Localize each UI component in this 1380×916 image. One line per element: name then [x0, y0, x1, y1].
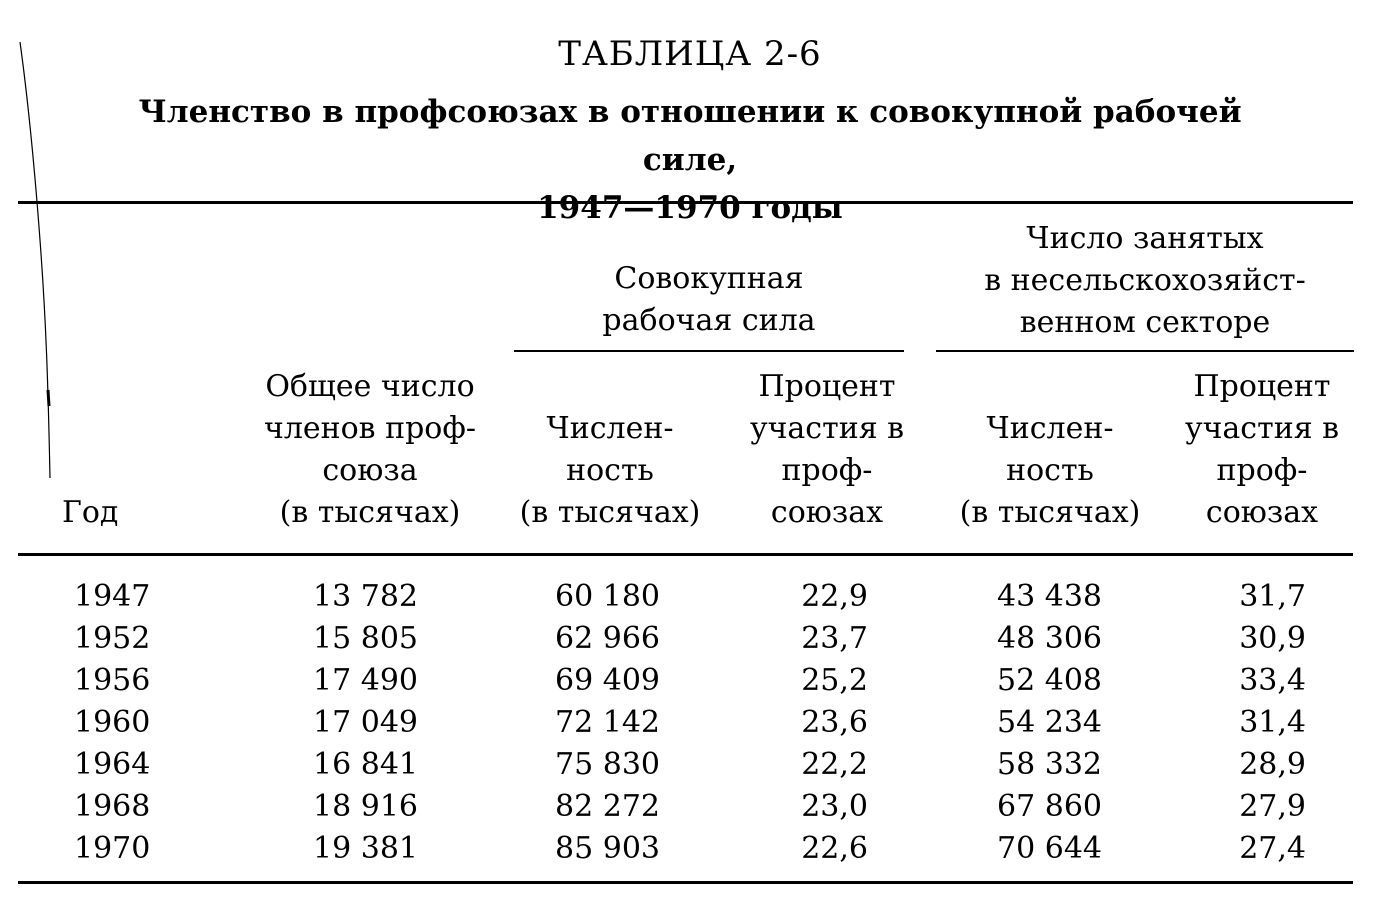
- cell-nonfarm-size: 54 234: [997, 705, 1102, 740]
- cell-labor-size: 75 830: [555, 747, 660, 782]
- cell-labor-pct: 23,0: [801, 789, 868, 824]
- header-line: в несельскохозяйст-: [984, 263, 1306, 298]
- cell-labor-size: 72 142: [555, 705, 660, 740]
- header-line: (в тысячах): [959, 495, 1141, 530]
- page-edge-line: [18, 40, 52, 480]
- header-nonfarm-pct: [1166, 366, 1358, 534]
- header-year: Год: [62, 495, 119, 530]
- header-line: членов проф-: [263, 411, 476, 446]
- cell-nonfarm-pct: 33,4: [1239, 663, 1306, 698]
- cell-labor-pct: 23,7: [801, 621, 868, 656]
- table-row: [0, 702, 1380, 744]
- header-line: Числен-: [986, 411, 1114, 446]
- cell-labor-size: 60 180: [555, 579, 660, 614]
- cell-nonfarm-pct: 28,9: [1239, 747, 1306, 782]
- header-line: ность: [566, 453, 654, 488]
- cell-year: 1960: [74, 705, 151, 740]
- header-line: (в тысячах): [279, 495, 461, 530]
- header-line: проф-: [1216, 453, 1308, 488]
- cell-nonfarm-size: 67 860: [997, 789, 1102, 824]
- cell-total-members: 17 049: [313, 705, 418, 740]
- table-row: [0, 828, 1380, 870]
- header-line: Число занятых: [1026, 221, 1264, 256]
- table-body: [0, 576, 1380, 870]
- header-line: Совокупная: [614, 261, 804, 296]
- header-labor-pct: [732, 366, 922, 534]
- header-bottom-rule: [18, 553, 1353, 556]
- group-rule-labor-force: [514, 350, 904, 352]
- cell-labor-pct: 25,2: [801, 663, 868, 698]
- header-line: союзах: [770, 495, 884, 530]
- table-label: ТАБЛИЦА 2-6: [558, 34, 822, 74]
- cell-nonfarm-pct: 31,7: [1239, 579, 1306, 614]
- header-group-nonfarm: [936, 218, 1354, 344]
- cell-labor-pct: 23,6: [801, 705, 868, 740]
- header-total-members: [250, 366, 490, 534]
- cell-nonfarm-pct: 30,9: [1239, 621, 1306, 656]
- header-line: рабочая сила: [602, 303, 816, 338]
- table-row: [0, 744, 1380, 786]
- cell-nonfarm-size: 58 332: [997, 747, 1102, 782]
- table-bottom-rule: [18, 881, 1353, 884]
- header-nonfarm-size: [930, 408, 1170, 534]
- cell-nonfarm-size: 48 306: [997, 621, 1102, 656]
- cell-labor-size: 85 903: [555, 831, 660, 866]
- cell-nonfarm-pct: 27,9: [1239, 789, 1306, 824]
- cell-total-members: 17 490: [313, 663, 418, 698]
- cell-labor-pct: 22,2: [801, 747, 868, 782]
- header-line: (в тысячах): [519, 495, 701, 530]
- cell-year: 1968: [74, 789, 151, 824]
- group-rule-nonfarm: [936, 350, 1354, 352]
- cell-year: 1952: [74, 621, 151, 656]
- cell-labor-size: 82 272: [555, 789, 660, 824]
- header-line: участия в: [749, 411, 905, 446]
- cell-total-members: 13 782: [313, 579, 418, 614]
- cell-total-members: 16 841: [313, 747, 418, 782]
- header-line: Общее число: [265, 369, 475, 404]
- cell-labor-size: 62 966: [555, 621, 660, 656]
- header-line: Числен-: [546, 411, 674, 446]
- header-line: проф-: [781, 453, 873, 488]
- cell-labor-size: 69 409: [555, 663, 660, 698]
- header-line: участия в: [1184, 411, 1340, 446]
- header-line: Процент: [1193, 369, 1331, 404]
- cell-year: 1970: [74, 831, 151, 866]
- cell-nonfarm-size: 70 644: [997, 831, 1102, 866]
- header-labor-size: [500, 408, 720, 534]
- header-line: Процент: [758, 369, 896, 404]
- cell-nonfarm-size: 43 438: [997, 579, 1102, 614]
- header-line: ность: [1006, 453, 1094, 488]
- cell-year: 1956: [74, 663, 151, 698]
- header-line: союзах: [1205, 495, 1319, 530]
- table-title: [100, 88, 1280, 232]
- table-row: [0, 786, 1380, 828]
- header-group-labor-force: [514, 258, 904, 342]
- cell-total-members: 15 805: [313, 621, 418, 656]
- cell-nonfarm-pct: 31,4: [1239, 705, 1306, 740]
- header-line: союза: [322, 453, 418, 488]
- cell-total-members: 19 381: [313, 831, 418, 866]
- cell-labor-pct: 22,6: [801, 831, 868, 866]
- table-title-line: 1947—1970 годы: [537, 190, 843, 226]
- top-rule: [18, 201, 1353, 204]
- table-row: [0, 576, 1380, 618]
- cell-year: 1947: [74, 579, 151, 614]
- cell-nonfarm-pct: 27,4: [1239, 831, 1306, 866]
- table-row: [0, 618, 1380, 660]
- header-line: венном секторе: [1019, 305, 1271, 340]
- cell-nonfarm-size: 52 408: [997, 663, 1102, 698]
- cell-labor-pct: 22,9: [801, 579, 868, 614]
- cell-year: 1964: [74, 747, 151, 782]
- table-row: [0, 660, 1380, 702]
- cell-total-members: 18 916: [313, 789, 418, 824]
- table-title-line: Членство в профсоюзах в отношении к совокупной рабочей силе,: [138, 94, 1242, 178]
